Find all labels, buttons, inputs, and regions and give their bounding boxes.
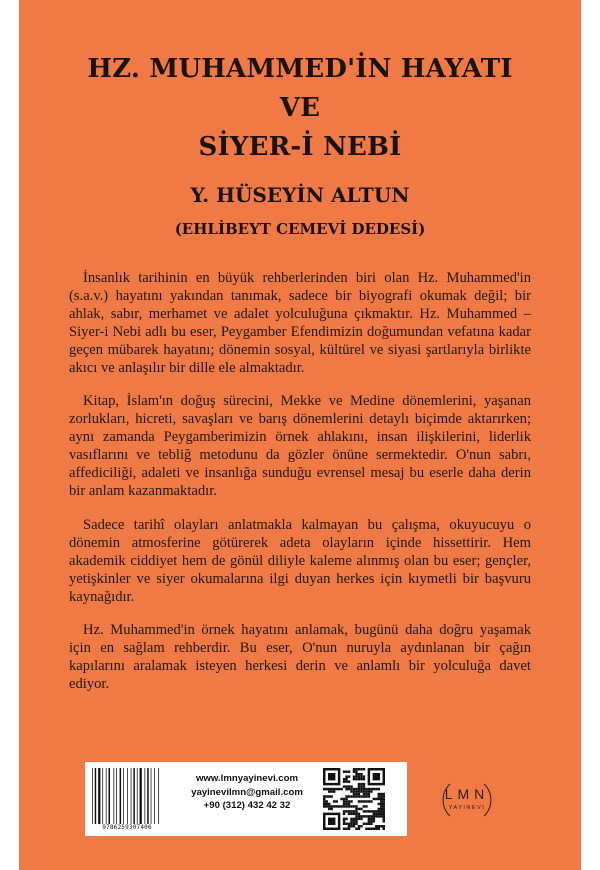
blurb-paragraph-2: Kitap, İslam'ın doğuş sürecini, Mekke ve Medine dönemlerini, yaşanan zorlukları, hicreti, savaşları ve barış dönemlerini detaylı biçimde aktarırken; aynı zamanda Peygamberimizin örnek ahlakını, insan ilişkilerini, liderlik vasıflarını ve tebliğ metodunu da gözler önüne sermektedir. O'nun sabrı, affediciliği, adaleti ve insanlığa sunduğu evrensel mesaj bu eserle daha derin bir anlam kazanmaktadır. [69, 393, 531, 499]
publisher-website[interactable]: www.lmnyayinevi.com [195, 773, 298, 784]
blurb-text [69, 270, 531, 710]
logo-text: LMN [444, 786, 490, 802]
blurb-paragraph-3: Sadece tarihî olayları anlatmakla kalmayan bu çalışma, okuyucuyu o dönemin atmosferine götürerek adeta olayların içinde hissettirir. Hem akademik ciddiyet hem de gönül diliyle kaleme alınmış olan bu eser; gençler, yetişkinler ve siyer okumalarına ilgi duyan herkes için kıymetli bir başvuru kaynağıdır. [69, 516, 531, 605]
publisher-info-box [85, 762, 407, 836]
barcode-number: 9786259307406 [102, 824, 152, 831]
title-line-2: VE [279, 93, 321, 123]
logo-subtext: YAYINEVİ [448, 805, 486, 811]
qr-code-icon [323, 768, 385, 830]
blurb-paragraph-4: Hz. Muhammed'in örnek hayatını anlamak, bugünü daha doğru yaşamak için en sağlam rehberdir. Bu eser, O'nun nuruyla aydınlanan bir çağın kapılarını aralamak isteyen herkesi derin ve anlamlı bir yolculuğa davet ediyor. [69, 622, 531, 693]
publisher-phone: +90 (312) 432 42 32 [203, 800, 291, 811]
publisher-logo [434, 778, 500, 822]
barcode-icon [91, 768, 161, 824]
title-line-3: SİYER-İ NEBİ [198, 132, 402, 162]
author-name: Y. HÜSEYİN ALTUN [190, 183, 410, 207]
publisher-contact [177, 772, 317, 813]
book-back-cover [19, 0, 581, 870]
publisher-email[interactable]: yayinevilmn@gmail.com [191, 786, 303, 798]
author-note: (EHLİBEYT CEMEVİ DEDESİ) [174, 220, 426, 238]
blurb-paragraph-1: İnsanlık tarihinin en büyük rehberlerinden biri olan Hz. Muhammed'in (s.a.v.) hayatını yakından tanımak, sadece bir biyografi okumak değil; bir ahlak, sabır, merhamet ve adalet yolculuğuna çıkmaktır. Hz. Muhammed – Siyer-i Nebi adlı bu eser, Peygamber Efendimizin doğumundan vefatına kadar geçen mübarek hayatını; dönemin sosyal, kültürel ve siyasi şartlarıyla birlikte akıcı ve anlaşılır bir dille ele almaktadır. [69, 270, 531, 376]
title-line-1: HZ. MUHAMMED'İN HAYATI [87, 54, 513, 84]
